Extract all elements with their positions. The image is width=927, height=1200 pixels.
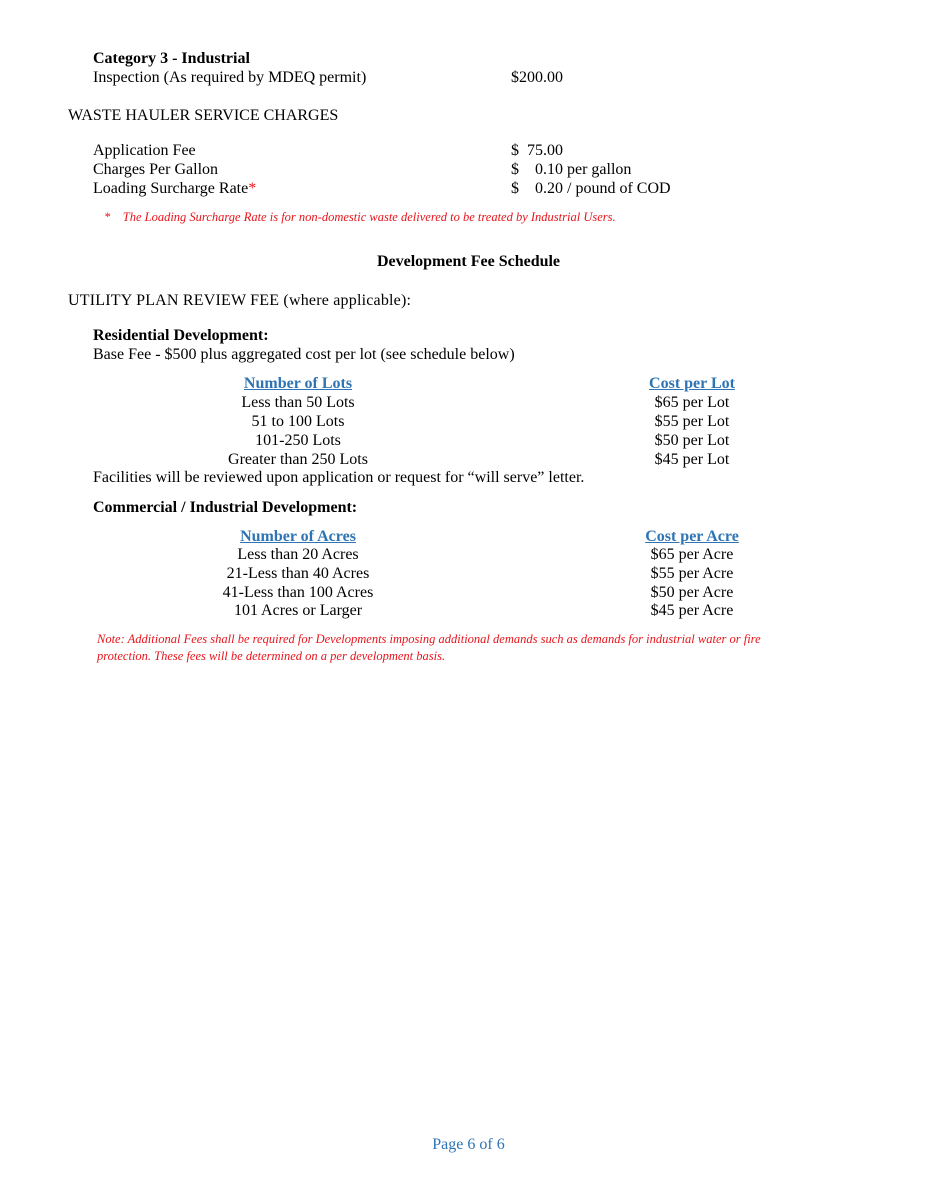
table-cell-cost: $45 per Acre xyxy=(650,602,734,619)
inspection-label: Inspection (As required by MDEQ permit) xyxy=(93,69,367,86)
table-row: Less than 50 Lots xyxy=(241,394,355,411)
asterisk-mark: * xyxy=(248,180,257,197)
loading-surcharge-label: Loading Surcharge Rate* xyxy=(93,180,257,197)
table-row: 101 Acres or Larger xyxy=(233,602,363,619)
table-cell-cost: $50 per Lot xyxy=(654,432,730,449)
page-number: Page 6 of 6 xyxy=(432,1136,505,1153)
residential-heading: Residential Development: xyxy=(93,327,269,344)
table-cell-cost: $55 per Acre xyxy=(650,565,734,582)
commercial-heading: Commercial / Industrial Development: xyxy=(93,499,358,516)
waste-hauler-heading: WASTE HAULER SERVICE CHARGES xyxy=(68,107,339,124)
table-cell-cost: $45 per Lot xyxy=(654,451,730,468)
footnote-mark: * xyxy=(104,210,111,224)
loading-footnote xyxy=(104,209,616,225)
table-row: Less than 20 Acres xyxy=(237,546,359,563)
additional-fees-note-line2: protection. These fees will be determined on a per development basis. xyxy=(97,649,446,663)
table-row: 21-Less than 40 Acres xyxy=(226,565,370,582)
table-row: 51 to 100 Lots xyxy=(251,413,345,430)
review-fee-heading: UTILITY PLAN REVIEW FEE (where applicable): xyxy=(68,292,412,309)
table-row: 41-Less than 100 Acres xyxy=(222,584,374,601)
table-row: 101-250 Lots xyxy=(255,432,341,449)
table-cell-cost: $65 per Lot xyxy=(654,394,730,411)
charges-per-gallon-value: $ 0.10 per gallon xyxy=(511,161,632,178)
charges-per-gallon-label: Charges Per Gallon xyxy=(93,161,219,178)
cost-per-lot-header: Cost per Lot xyxy=(649,375,735,392)
loading-surcharge-value: $ 0.20 / pound of COD xyxy=(511,180,671,197)
residential-base-fee: Base Fee - $500 plus aggregated cost per lot (see schedule below) xyxy=(93,346,515,363)
additional-fees-note-line1: Note: Additional Fees shall be required for Developments imposing additional demands such as demands for industrial water or fire xyxy=(97,632,761,646)
table-row: Greater than 250 Lots xyxy=(228,451,368,468)
table-cell-cost: $50 per Acre xyxy=(650,584,734,601)
lots-column-header: Number of Lots xyxy=(243,375,353,392)
inspection-fee: $200.00 xyxy=(511,69,563,86)
application-fee-value: $ 75.00 xyxy=(511,142,563,159)
residential-review-note: Facilities will be reviewed upon application or request for “will serve” letter. xyxy=(93,469,585,486)
cost-per-acre-header: Cost per Acre xyxy=(645,528,739,545)
category3-heading: Category 3 - Industrial xyxy=(93,50,250,67)
table-cell-cost: $65 per Acre xyxy=(650,546,734,563)
application-fee-label: Application Fee xyxy=(93,142,196,159)
acres-column-header: Number of Acres xyxy=(240,528,356,545)
development-title: Development Fee Schedule xyxy=(376,253,561,270)
table-cell-cost: $55 per Lot xyxy=(654,413,730,430)
footnote-text: The Loading Surcharge Rate is for non-domestic waste delivered to be treated by Industrial Users. xyxy=(122,210,616,224)
